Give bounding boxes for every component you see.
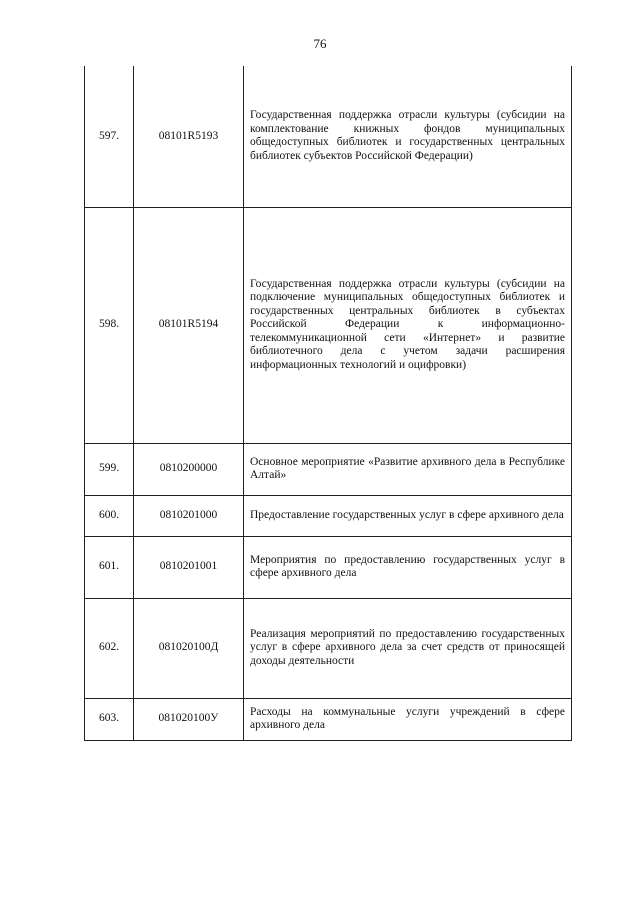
- row-name: Основное мероприятие «Развитие архивного дела в Республике Алтай»: [244, 443, 572, 495]
- row-name: Расходы на коммунальные услуги учреждений в сфере архивного дела: [244, 698, 572, 740]
- table-row: [85, 66, 572, 207]
- table-row: [85, 443, 572, 495]
- row-name: Мероприятия по предоставлению государственных услуг в сфере архивного дела: [244, 536, 572, 598]
- row-number: 599.: [85, 443, 134, 495]
- row-name: Реализация мероприятий по предоставлению государственных услуг в сфере архивного дела за счет средств от приносящей доходы деятельности: [244, 598, 572, 698]
- row-number: 597.: [85, 66, 134, 207]
- row-number: 598.: [85, 207, 134, 443]
- table-row: [85, 495, 572, 536]
- row-code: 081020100Д: [134, 598, 244, 698]
- table-row: [85, 598, 572, 698]
- row-number: 601.: [85, 536, 134, 598]
- row-code: 0810201000: [134, 495, 244, 536]
- budget-classification-table: [84, 66, 572, 741]
- row-code: 0810201001: [134, 536, 244, 598]
- row-name: Государственная поддержка отрасли культуры (субсидии на подключение муниципальных общедоступных библиотек и государственных центральных библиотек в субъектах Российской Федерации к информационно-телекоммуникационной сети «Интернет» и развитие библиотечного дела с учетом задачи расширения информационных технологий и оцифровки): [244, 207, 572, 443]
- page-number: 76: [313, 36, 327, 51]
- row-code: 0810200000: [134, 443, 244, 495]
- row-name: Государственная поддержка отрасли культуры (субсидии на комплектование книжных фондов муниципальных общедоступных библиотек и государственных центральных библиотек субъектов Российской Федерации): [244, 66, 572, 207]
- row-code: 08101R5193: [134, 66, 244, 207]
- table-row: [85, 207, 572, 443]
- row-number: 603.: [85, 698, 134, 740]
- row-code: 08101R5194: [134, 207, 244, 443]
- table-row: [85, 536, 572, 598]
- table-row: [85, 698, 572, 740]
- row-number: 600.: [85, 495, 134, 536]
- row-name: Предоставление государственных услуг в сфере архивного дела: [244, 495, 572, 536]
- row-number: 602.: [85, 598, 134, 698]
- row-code: 081020100У: [134, 698, 244, 740]
